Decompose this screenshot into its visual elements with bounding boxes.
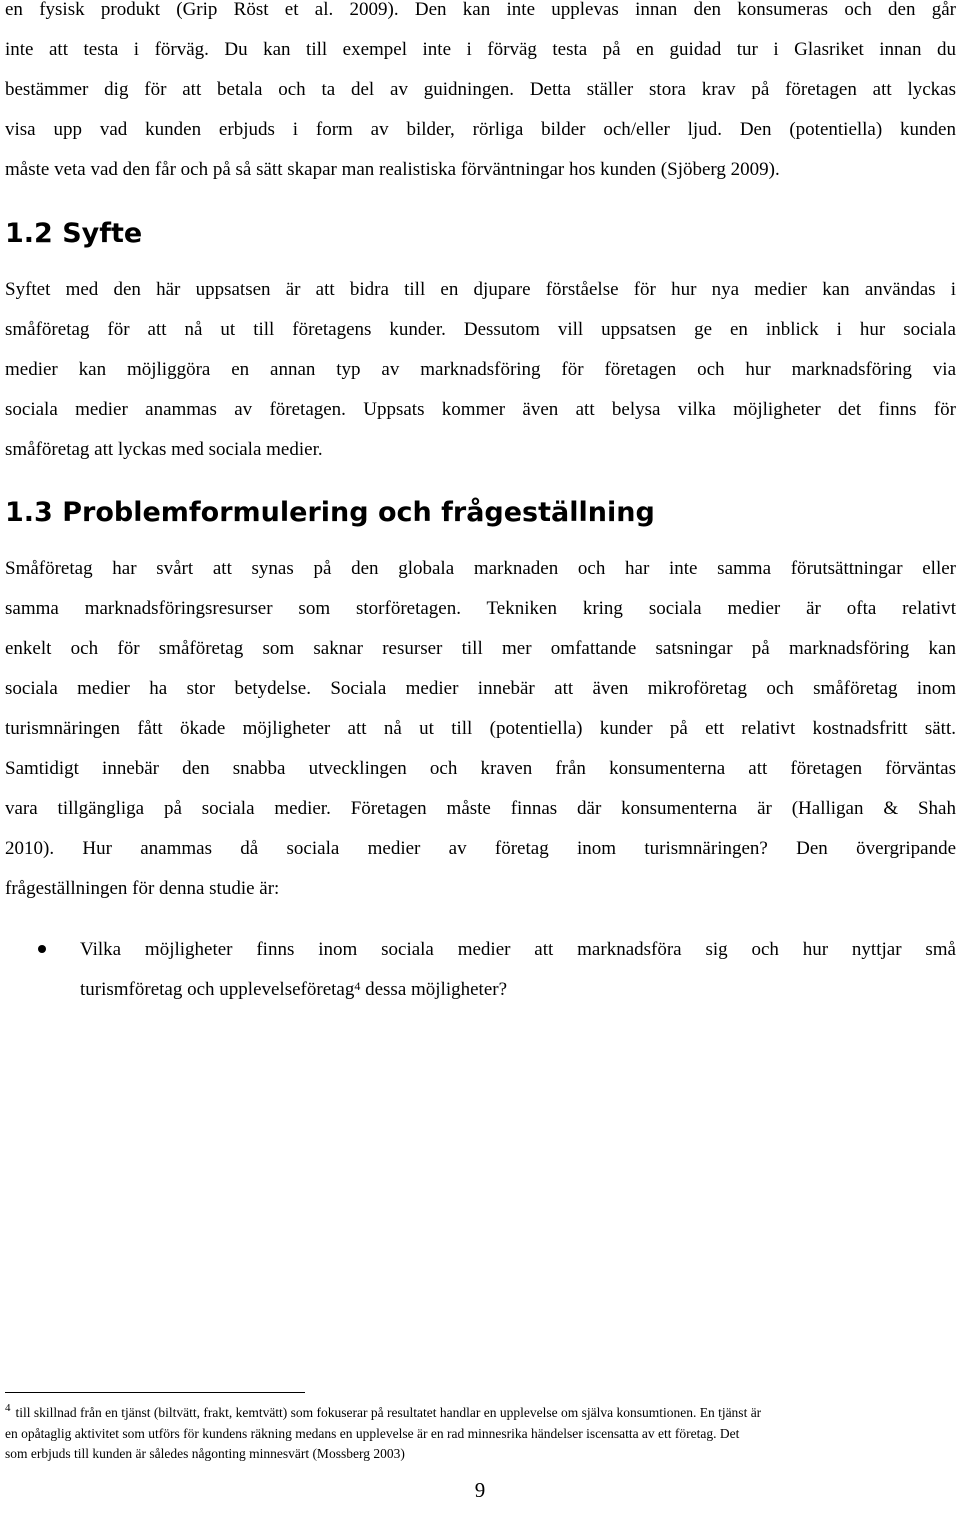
paragraph-line: frågeställningen för denna studie är: <box>5 878 280 899</box>
research-question-text: dessa möjligheter? <box>360 979 508 1000</box>
section-heading-problemformulering: 1.3 Problemformulering och frågeställning <box>5 497 655 528</box>
paragraph-line: Småföretag har svårt att synas på den globala marknaden och har inte samma förutsättningar eller <box>5 558 956 579</box>
paragraph-line: enkelt och för småföretag som saknar resurser till mer omfattande satsningar på marknadsföring kan <box>5 638 956 659</box>
syfte-paragraph <box>5 270 956 470</box>
paragraph-line: bestämmer dig för att betala och ta del av guidningen. Detta ställer stora krav på företagen att lyckas <box>5 79 956 100</box>
paragraph-line: Samtidigt innebär den snabba utvecklingen och kraven från konsumenterna att företagen förväntas <box>5 758 956 779</box>
footnote-line: en opåtaglig aktivitet som utförs för kundens räkning medans en upplevelse är en rad minnesrika händelser iscensatta av ett företag. Det <box>5 1426 740 1441</box>
paragraph-line: visa upp vad kunden erbjuds i form av bilder, rörliga bilder och/eller ljud. Den (potentiella) kunden <box>5 119 956 140</box>
paragraph-line: inte att testa i förväg. Du kan till exempel inte i förväg testa på en guidad tur i Glasriket innan du <box>5 39 956 60</box>
research-question <box>80 930 956 1010</box>
footnote-number: 4 <box>5 1402 11 1414</box>
page-number: 9 <box>474 1478 486 1502</box>
bullet-icon <box>38 945 46 953</box>
paragraph-line: en fysisk produkt (Grip Röst et al. 2009). Den kan inte upplevas innan den konsumeras och den går <box>5 0 956 20</box>
footnote-line <box>5 1403 956 1424</box>
footnote-reference[interactable]: 4 <box>354 979 361 993</box>
paragraph-line: småföretag att lyckas med sociala medier. <box>5 439 323 460</box>
footnote-divider <box>5 1392 305 1393</box>
problem-paragraph <box>5 549 956 909</box>
paragraph-line: samma marknadsföringsresurser som storföretagen. Tekniken kring sociala medier är ofta relativt <box>5 598 956 619</box>
paragraph-line: 2010). Hur anammas då sociala medier av företag inom turismnäringen? Den övergripande <box>5 838 956 859</box>
paragraph-line: vara tillgängliga på sociala medier. Företagen måste finnas där konsumenterna är (Halligan & Shah <box>5 798 956 819</box>
paragraph-line: småföretag för att nå ut till företagens kunder. Dessutom vill uppsatsen ge en inblick i hur sociala <box>5 319 956 340</box>
paragraph-line: medier kan möjliggöra en annan typ av marknadsföring för företagen och hur marknadsföring via <box>5 359 956 380</box>
footnote <box>5 1403 956 1464</box>
research-question-line <box>80 970 956 1010</box>
paragraph-line: Syftet med den här uppsatsen är att bidra till en djupare förståelse för hur nya medier kan användas i <box>5 279 956 300</box>
paragraph-line: turismnäringen fått ökade möjligheter att nå ut till (potentiella) kunder på ett relativt kostnadsfritt sätt. <box>5 718 956 739</box>
research-question-line: Vilka möjligheter finns inom sociala medier att marknadsföra sig och hur nyttjar små <box>80 939 956 960</box>
footnote-line: som erbjuds till kunden är således någonting minnesvärt (Mossberg 2003) <box>5 1446 405 1461</box>
paragraph-line: måste veta vad den får och på så sätt skapar man realistiska förväntningar hos kunden (Sjöberg 2009). <box>5 159 780 180</box>
footnote-text: till skillnad från en tjänst (biltvätt, frakt, kemtvätt) som fokuserar på resultatet handlar en upplevelse om själva konsumtionen. En tjänst är <box>15 1405 762 1420</box>
paragraph-line: sociala medier ha stor betydelse. Sociala medier innebär att även mikroföretag och småföretag inom <box>5 678 956 699</box>
intro-paragraph <box>5 0 956 190</box>
paragraph-line: sociala medier anammas av företagen. Uppsats kommer även att belysa vilka möjligheter det finns för <box>5 399 956 420</box>
section-heading-syfte: 1.2 Syfte <box>5 218 143 249</box>
research-question-text: turismföretag och upplevelseföretag <box>80 979 355 1000</box>
